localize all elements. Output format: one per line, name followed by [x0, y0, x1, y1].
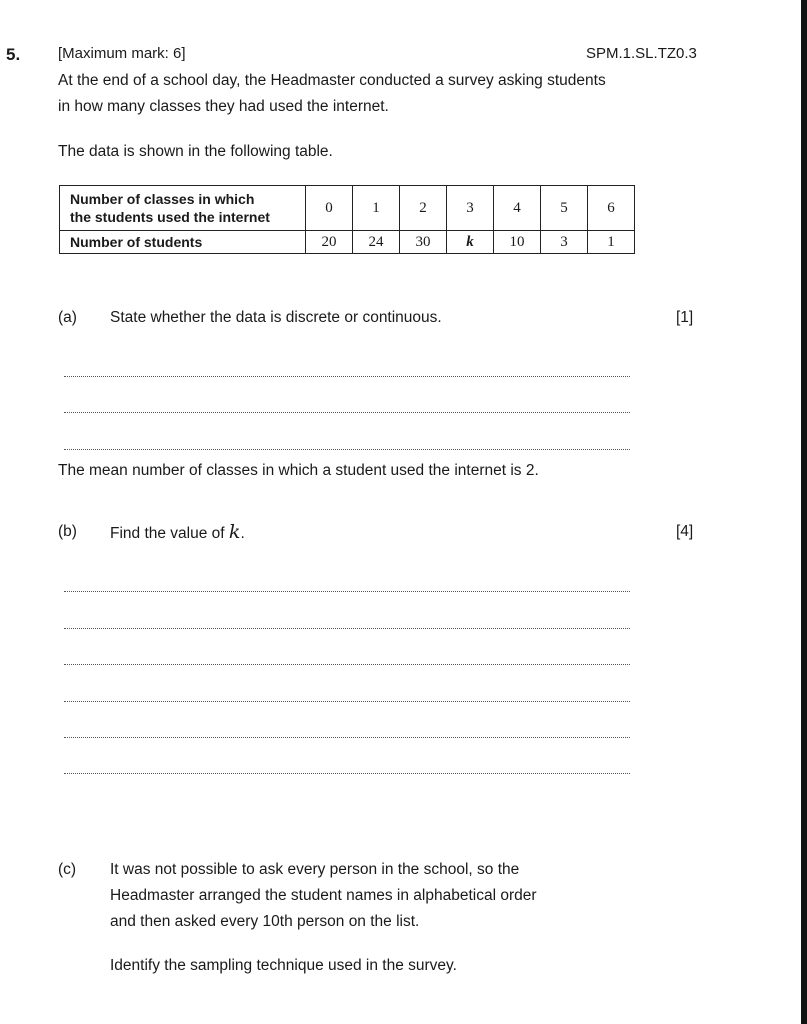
answer-line-b1[interactable] [64, 591, 630, 592]
mean-statement: The mean number of classes in which a student used the internet is 2. [58, 462, 539, 479]
classes-cell: 6 [588, 186, 635, 231]
part-a-text: State whether the data is discrete or continuous. [110, 309, 442, 326]
students-cell: 20 [306, 231, 353, 254]
question-code: SPM.1.SL.TZ0.3 [586, 45, 697, 62]
question-intro [58, 68, 658, 120]
data-table [59, 185, 635, 254]
students-cell: 1 [588, 231, 635, 254]
part-c-line-2: Headmaster arranged the student names in alphabetical order [110, 887, 537, 904]
classes-cell: 5 [541, 186, 588, 231]
table-row-students [60, 231, 635, 254]
part-c-text [110, 857, 537, 935]
part-a-marks: [1] [676, 309, 694, 326]
classes-cell: 2 [400, 186, 447, 231]
table-intro: The data is shown in the following table. [58, 143, 333, 160]
answer-line-a3[interactable] [64, 449, 630, 450]
part-b-text [110, 519, 245, 547]
part-c-line-1: It was not possible to ask every person in the school, so the [110, 861, 520, 878]
students-cell: 24 [353, 231, 400, 254]
answer-line-b6[interactable] [64, 773, 630, 774]
intro-line-1: At the end of a school day, the Headmaster conducted a survey asking students [58, 72, 606, 89]
part-c-line-3: and then asked every 10th person on the list. [110, 913, 420, 930]
part-b-marks: [4] [676, 523, 694, 540]
table-header-students: Number of students [60, 231, 306, 254]
students-cell: 10 [494, 231, 541, 254]
part-a-label: (a) [58, 309, 77, 326]
maximum-mark: [Maximum mark: 6] [58, 45, 186, 62]
students-cell: 30 [400, 231, 447, 254]
part-b-label: (b) [58, 523, 77, 540]
students-cell-k: k [447, 231, 494, 254]
intro-line-2: in how many classes they had used the internet. [58, 98, 389, 115]
classes-cell: 1 [353, 186, 400, 231]
answer-line-b3[interactable] [64, 664, 630, 665]
answer-line-b2[interactable] [64, 628, 630, 629]
part-b-text-before: Find the value of [110, 525, 229, 542]
table-row-classes [60, 186, 635, 231]
variable-k: k [228, 521, 241, 543]
page-edge [801, 0, 807, 1024]
answer-line-a2[interactable] [64, 412, 630, 413]
students-cell: 3 [541, 231, 588, 254]
answer-line-a1[interactable] [64, 376, 630, 377]
table-header-classes [60, 186, 306, 231]
part-c-label: (c) [58, 861, 77, 878]
classes-cell: 3 [447, 186, 494, 231]
answer-line-b5[interactable] [64, 737, 630, 738]
header-line-2: the students used the internet [70, 209, 270, 225]
question-number: 5. [6, 45, 21, 64]
classes-cell: 4 [494, 186, 541, 231]
part-b-text-after: . [240, 525, 245, 542]
classes-cell: 0 [306, 186, 353, 231]
answer-line-b4[interactable] [64, 701, 630, 702]
header-line-1: Number of classes in which [70, 191, 255, 207]
part-c-instruction: Identify the sampling technique used in the survey. [110, 957, 457, 974]
